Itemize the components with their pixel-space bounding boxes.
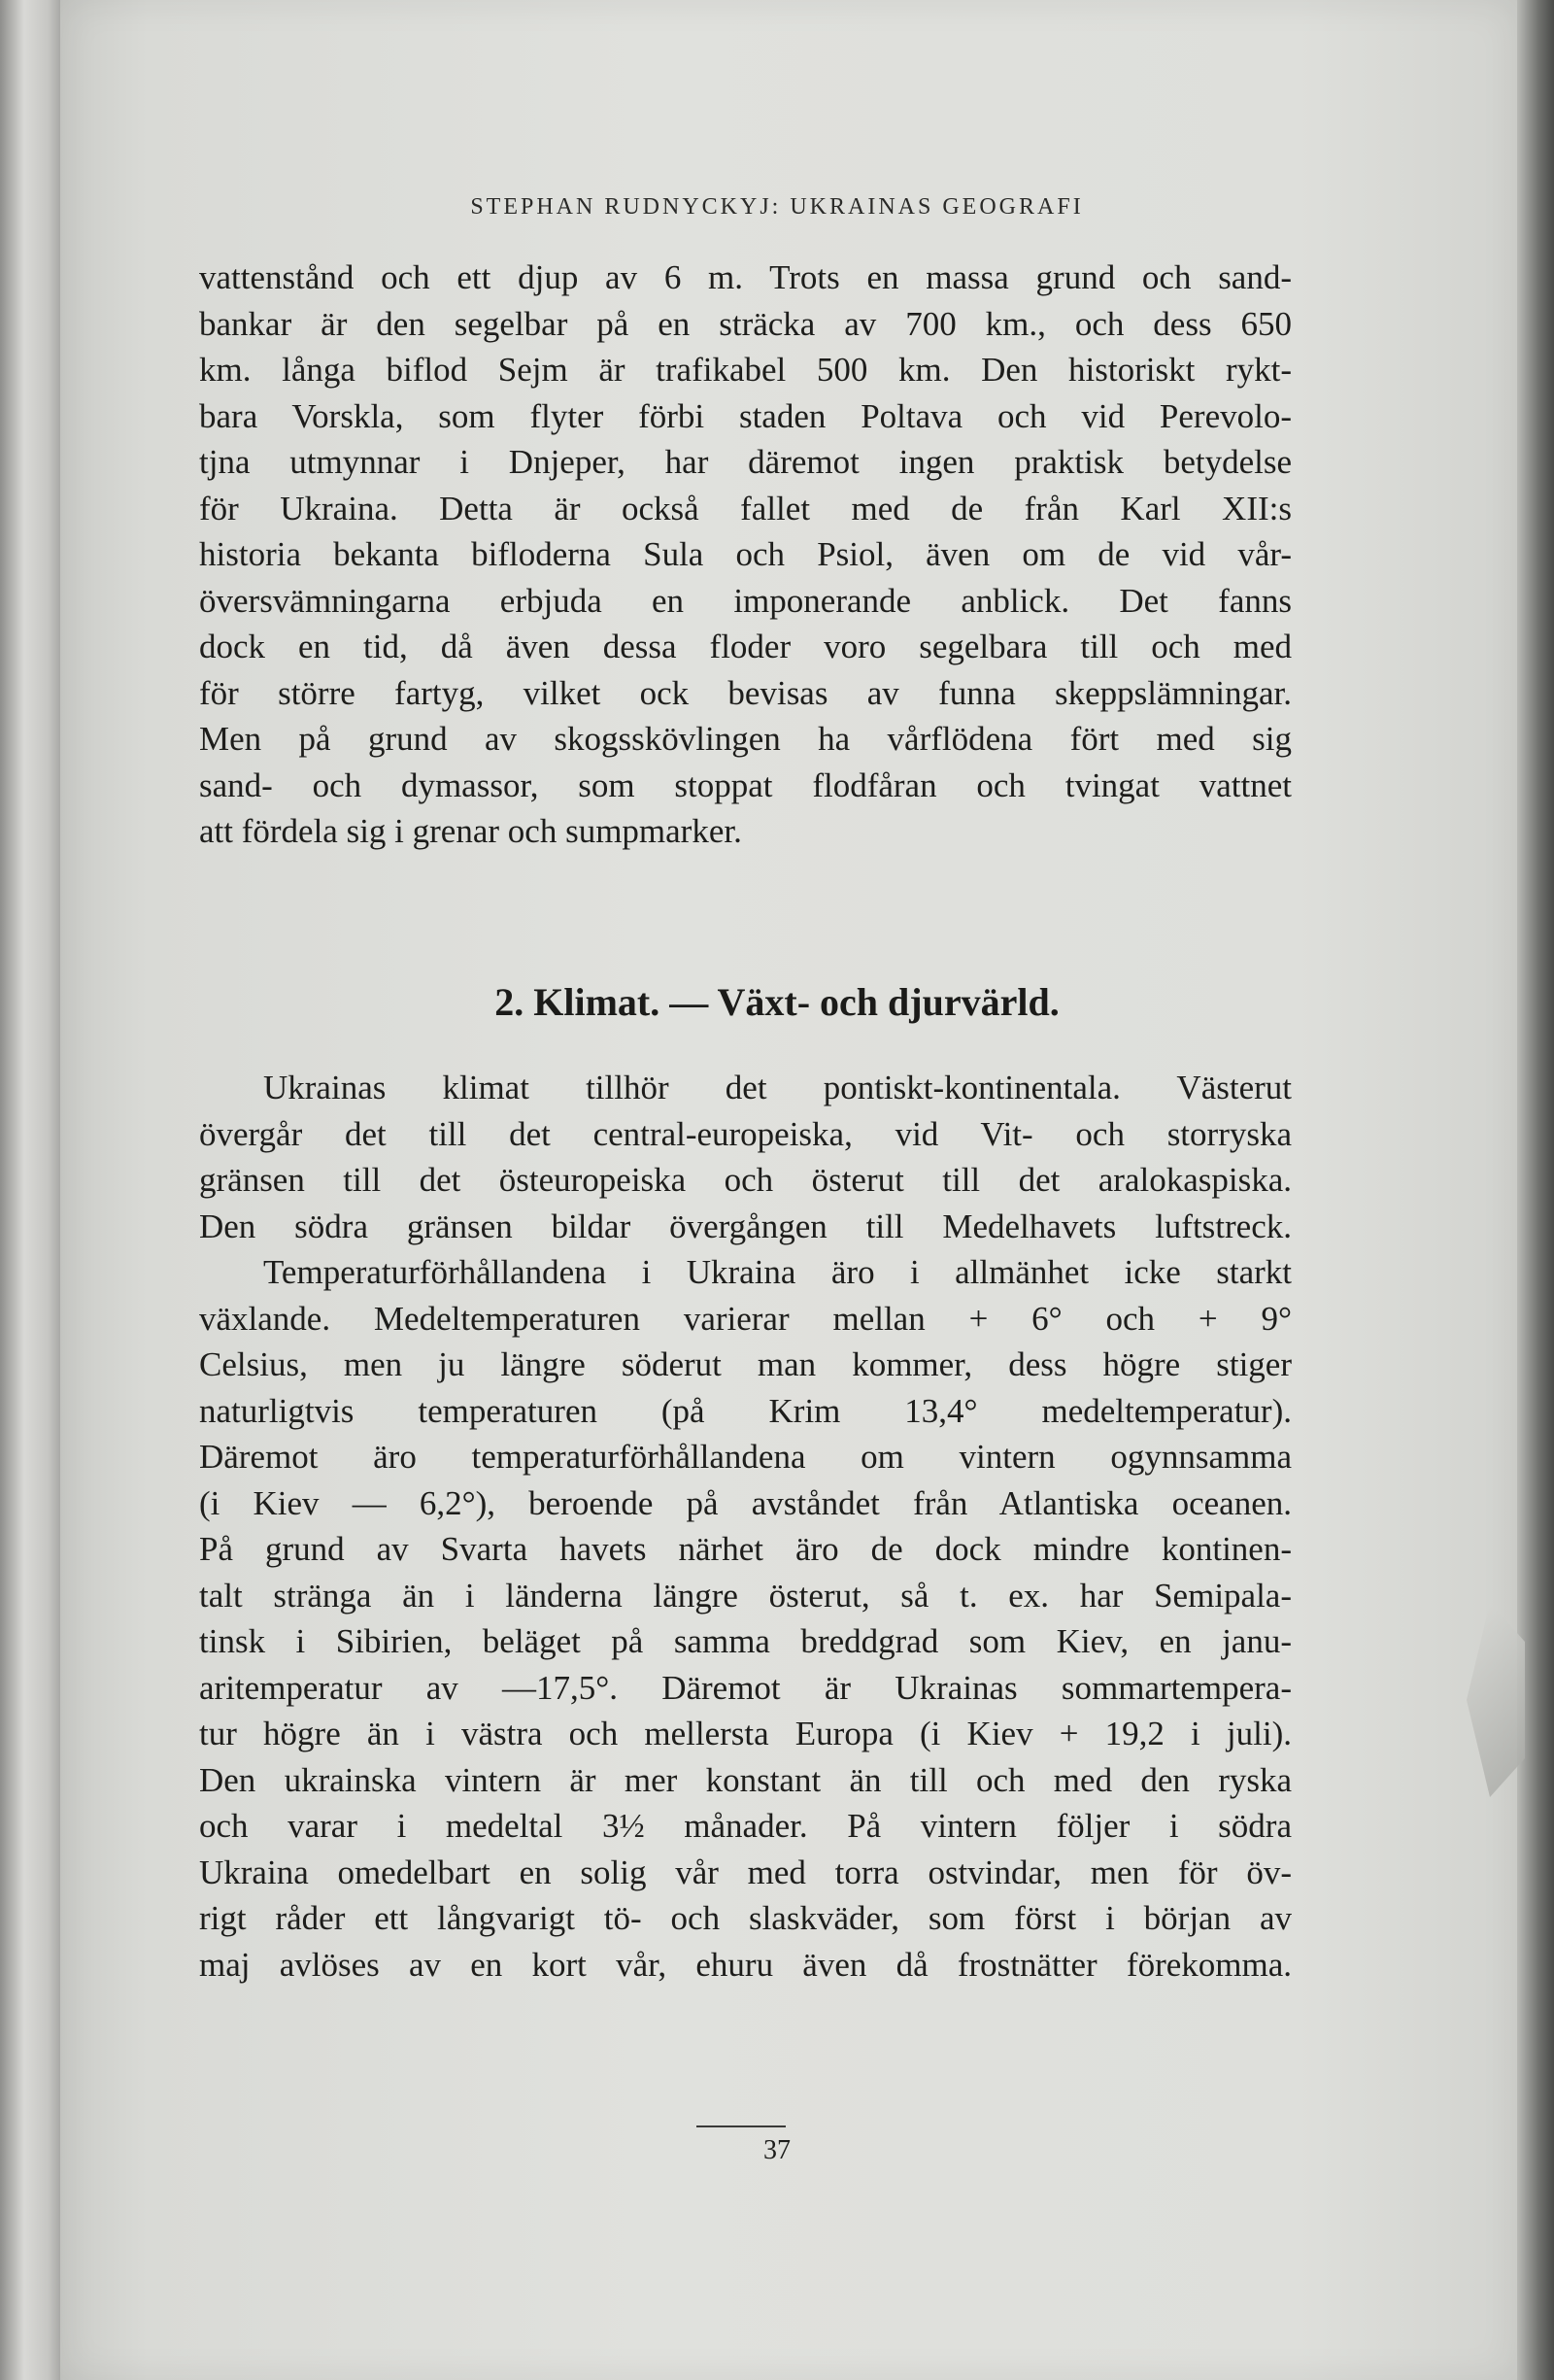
text-line: för större fartyg, vilket ock bevisas av funna skeppslämningar.: [199, 673, 1292, 712]
text-line: sand- och dymassor, som stoppat flodfåran och tvingat vattnet: [199, 765, 1292, 804]
text-line: km. långa biflod Sejm är trafikabel 500 km. Den historiskt rykt-: [199, 351, 1292, 389]
text-line: tinsk i Sibirien, beläget på samma breddgrad som Kiev, en janu-: [199, 1622, 1292, 1660]
book-gutter-left: [0, 0, 60, 2380]
page-number: 37: [763, 2135, 791, 2165]
paragraph-climate: [199, 1065, 1292, 1988]
text-line: övergår det till det central-europeiska, vid Vit- och storryska: [199, 1114, 1292, 1153]
footer-rule: [696, 2125, 786, 2127]
section-heading: 2. Klimat. — Växt- och djurvärld.: [494, 980, 1060, 1024]
text-line: växlande. Medeltemperaturen varierar mellan + 6° och + 9°: [199, 1299, 1292, 1338]
text-line: och varar i medeltal 3½ månader. På vintern följer i södra: [199, 1807, 1292, 1845]
text-line: Ukrainas klimat tillhör det pontiskt-kontinentala. Västerut: [263, 1069, 1292, 1106]
text-line: dock en tid, då även dessa floder voro segelbara till och med: [199, 628, 1292, 665]
text-line: maj avlöses av en kort vår, ehuru även då frostnätter förekomma.: [199, 1945, 1292, 1984]
text-line: Den ukrainska vintern är mer konstant än till och med den ryska: [199, 1760, 1292, 1799]
text-line: Den södra gränsen bildar övergången till Medelhavets luftstreck.: [199, 1207, 1292, 1245]
text-line: rigt råder ett långvarigt tö- och slaskväder, som först i början av: [199, 1899, 1292, 1937]
text-line: tur högre än i västra och mellersta Europa (i Kiev + 19,2 i juli).: [199, 1715, 1292, 1752]
text-line: historia bekanta bifloderna Sula och Psiol, även om de vid vår-: [199, 535, 1292, 573]
text-line: att fördela sig i grenar och sumpmarker.: [199, 812, 742, 850]
running-head: STEPHAN RUDNYCKYJ: UKRAINAS GEOGRAFI: [470, 194, 1084, 220]
text-line: bara Vorskla, som flyter förbi staden Poltava och vid Perevolo-: [199, 396, 1292, 435]
text-line: Däremot äro temperaturförhållandena om vintern ogynnsamma: [199, 1438, 1292, 1476]
paragraph-rivers: [199, 255, 1292, 855]
text-line: vattenstånd och ett djup av 6 m. Trots en massa grund och sand-: [199, 258, 1292, 296]
text-line: naturligtvis temperaturen (på Krim 13,4° medeltemperatur).: [199, 1391, 1292, 1430]
text-line: bankar är den segelbar på en sträcka av 700 km., och dess 650: [199, 304, 1292, 343]
text-line: (i Kiev — 6,2°), beroende på avståndet från Atlantiska oceanen.: [199, 1483, 1292, 1522]
text-line: Celsius, men ju längre söderut man kommer, dess högre stiger: [199, 1345, 1292, 1383]
text-line: Ukraina omedelbart en solig vår med torra ostvindar, men för öv-: [199, 1853, 1292, 1891]
text-line: gränsen till det östeuropeiska och österut till det aralokaspiska.: [199, 1161, 1292, 1199]
text-line: tjna utmynnar i Dnjeper, har däremot ingen praktisk betydelse: [199, 443, 1292, 481]
text-line: Temperaturförhållandena i Ukraina äro i allmänhet icke starkt: [263, 1253, 1292, 1291]
book-edge-right: [1517, 0, 1554, 2380]
text-line: Men på grund av skogsskövlingen ha vårflödena fört med sig: [199, 720, 1292, 758]
text-line: aritemperatur av —17,5°. Däremot är Ukrainas sommartempera-: [199, 1668, 1292, 1707]
text-line: På grund av Svarta havets närhet äro de dock mindre kontinen-: [199, 1530, 1292, 1568]
text-line: talt stränga än i länderna längre österut, så t. ex. har Semipala-: [199, 1576, 1292, 1615]
text-line: översvämningarna erbjuda en imponerande anblick. Det fanns: [199, 581, 1292, 620]
text-line: för Ukraina. Detta är också fallet med de från Karl XII:s: [199, 489, 1292, 527]
